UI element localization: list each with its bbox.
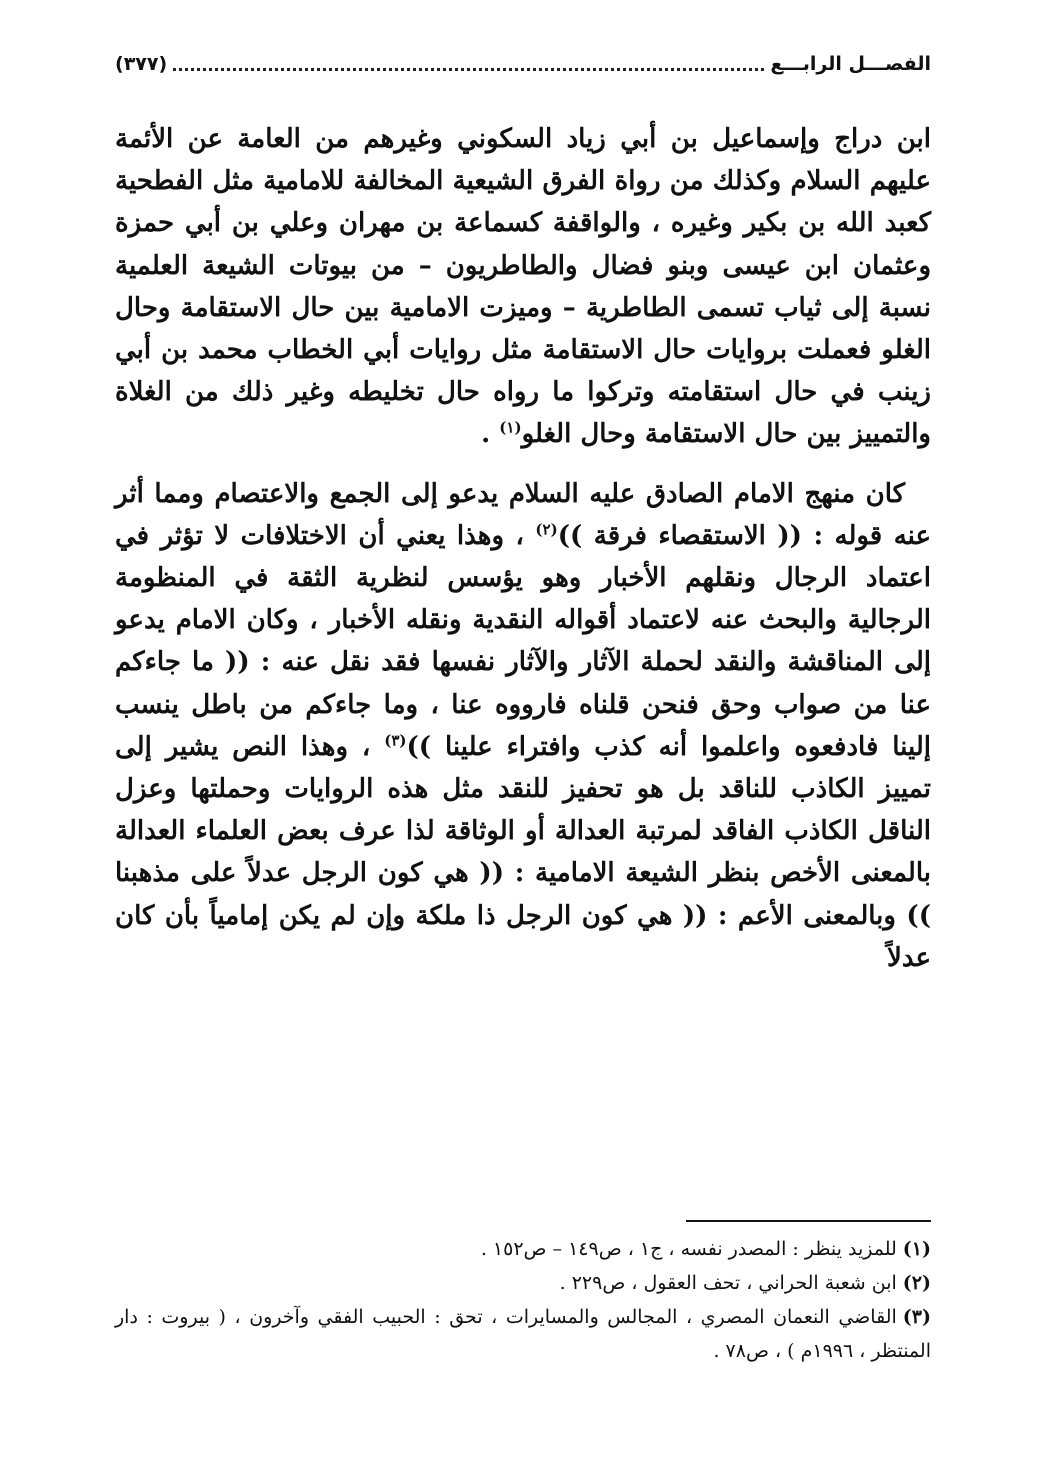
footnotes — [115, 1232, 931, 1368]
paragraph-1 — [115, 118, 931, 456]
paragraph-2 — [115, 473, 931, 979]
footnote-separator — [686, 1220, 931, 1222]
paragraph-2-seg1: كان منهج الامام الصادق عليه السلام يدعو إلى الجمع والاعتصام ومما أثر عنه قوله : (( الاستقصاء فرقة )) — [115, 478, 932, 551]
footnote-number: (٢) — [902, 1272, 931, 1294]
paragraph-1-end: . — [481, 419, 500, 450]
paragraph-1-text: ابن دراج وإسماعيل بن أبي زياد السكوني وغيرهم من العامة عن الأئمة عليهم السلام وكذلك من رواة الفرق الشيعية المخالفة للامامية مثل الفطحية كعبد الله بن بكير وغيره ، والواقفة كسماعة بن مهران وعلي بن أبي حمزة وعثمان ابن عيسى وبنو فضال والطاطريون – من بيوتات الشيعة العلمية نسبة إلى ثياب تسمى الطاطرية – وميزت الامامية بين حال الاستقامة وحال الغلو فعملت بروايات حال الاستقامة مثل روايات أبي الخطاب محمد بن أبي زينب في حال استقامته وتركوا ما رواه حال تخليطه وغير ذلك من الغلاة والتمييز بين حال الاستقامة وحال الغلو — [115, 124, 931, 450]
footnote-ref-2: (٢) — [535, 520, 558, 539]
main-text — [115, 118, 931, 979]
leader-dots — [173, 67, 764, 71]
footnote-number: (١) — [902, 1238, 931, 1260]
footnote-ref-3: (٣) — [384, 731, 407, 750]
footnote-number: (٣) — [902, 1306, 931, 1328]
paragraph-2-seg3: ، وهذا النص يشير إلى تمييز الكاذب للناقد بل هو تحفيز للنقد مثل هذه الروايات وحملتها وعزل الناقل الكاذب الفاقد لمرتبة العدالة أو الوثاقة لذا عرف بعض العلماء العدالة بالمعنى الأخص بنظر الشيعة الامامية : (( هي كون الرجل عدلاً على مذهبنا )) وبالمعنى الأعم : (( هي كون الرجل ذا ملكة وإن لم يكن إمامياً بأن كان عدلاً — [115, 731, 931, 973]
footnote-ref-1: (١) — [499, 418, 522, 437]
footnote-text: للمزيد ينظر : المصدر نفسه ، ج١ ، ص١٤٩ – ص١٥٢ . — [480, 1238, 897, 1260]
footnote-text: القاضي النعمان المصري ، المجالس والمسايرات ، تحق : الحبيب الفقي وآخرون ، ( بيروت : دار المنتظر ، ١٩٩٦م ) ، ص٧٨ . — [115, 1306, 931, 1362]
footnote-1 — [115, 1232, 931, 1266]
paragraph-2-seg2: ، وهذا يعني أن الاختلافات لا تؤثر في اعتماد الرجال ونقلهم الأخبار وهو يؤسس لنظرية الثقة في المنظومة الرجالية والبحث عنه لاعتماد أقواله النقدية ونقله الأخبار ، وكان الامام يدعو إلى المناقشة والنقد لحملة الآثار والآثار نفسها فقد نقل عنه : (( ما جاءكم عنا من صواب وحق فنحن قلناه فارووه عنا ، وما جاءكم من باطل ينسب إلينا فادفعوه واعلموا أنه كذب وافتراء علينا )) — [115, 520, 932, 762]
footnote-text: ابن شعبة الحراني ، تحف العقول ، ص٢٢٩ . — [559, 1272, 897, 1294]
running-header — [115, 42, 931, 76]
footnote-2 — [115, 1266, 931, 1300]
footnote-3 — [115, 1300, 931, 1368]
page-number: (٣٧٧) — [115, 53, 168, 75]
chapter-title: الفصـــل الرابـــع — [770, 53, 931, 75]
